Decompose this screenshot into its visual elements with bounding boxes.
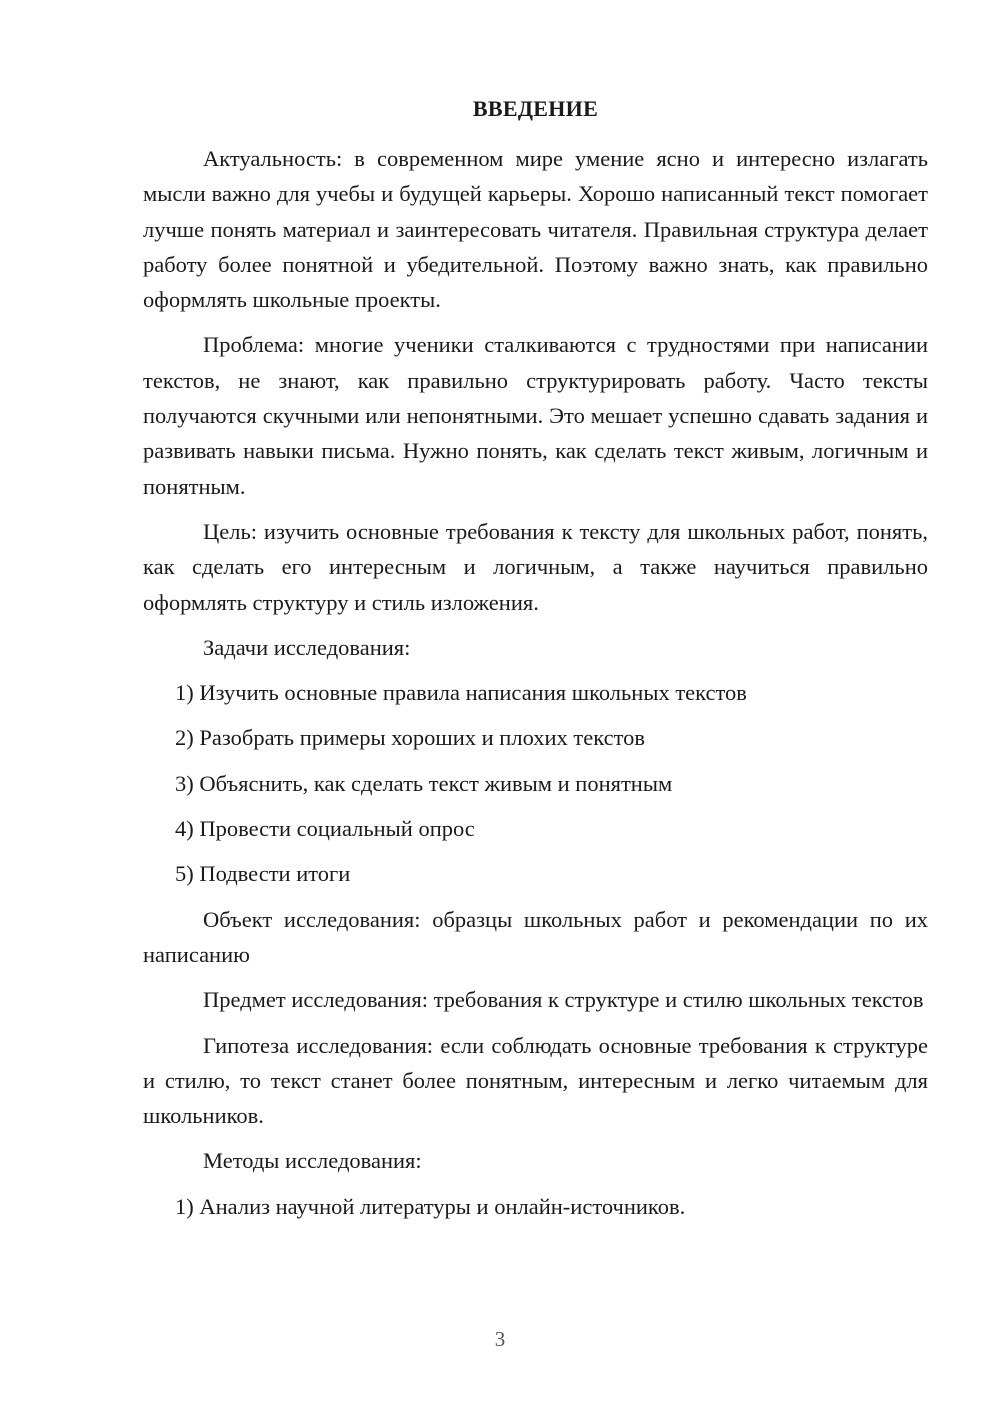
document-page: [143, 94, 928, 1234]
goal-paragraph: Цель: изучить основные требования к тексту для школьных работ, понять, как сделать его интересным и логичным, а также научиться правильно оформлять структуру и стиль изложения.: [143, 518, 928, 615]
hypothesis-paragraph: Гипотеза исследования: если соблюдать основные требования к структуре и стилю, то текст станет более понятным, интересным и легко читаемым для школьников.: [143, 1032, 928, 1129]
methods-list: [143, 1189, 928, 1224]
tasks-title: Задачи исследования:: [203, 634, 411, 660]
relevance-paragraph: Актуальность: в современном мире умение ясно и интересно излагать мысли важно для учебы и будущей карьеры. Хорошо написанный текст помогает лучше понять материал и заинтересовать читателя. Правильная структура делает работу более понятной и убедительной. Поэтому важно знать, как правильно оформлять школьные проекты.: [143, 146, 928, 313]
list-item: 3) Объяснить, как сделать текст живым и понятным: [175, 770, 673, 796]
problem-paragraph: Проблема: многие ученики сталкиваются с трудностями при написании текстов, не знают, как правильно структурировать работу. Часто тексты получаются скучными или непонятными. Это мешает успешно сдавать задания и развивать навыки письма. Нужно понять, как сделать текст живым, логичным и понятным.: [143, 332, 928, 499]
section-heading: ВВЕДЕНИЕ: [472, 96, 599, 121]
object-paragraph: Объект исследования: образцы школьных работ и рекомендации по их написанию: [143, 906, 928, 967]
list-item: 1) Анализ научной литературы и онлайн-источников.: [175, 1193, 686, 1219]
list-item: 5) Подвести итоги: [175, 861, 351, 887]
subject-paragraph: Предмет исследования: требования к структуре и стилю школьных текстов: [203, 987, 924, 1013]
page-number: 3: [494, 1327, 506, 1351]
tasks-list: [143, 675, 928, 891]
list-item: 2) Разобрать примеры хороших и плохих текстов: [175, 725, 646, 751]
list-item: 1) Изучить основные правила написания школьных текстов: [175, 680, 747, 706]
list-item: 4) Провести социальный опрос: [175, 816, 475, 842]
methods-title: Методы исследования:: [203, 1148, 422, 1174]
